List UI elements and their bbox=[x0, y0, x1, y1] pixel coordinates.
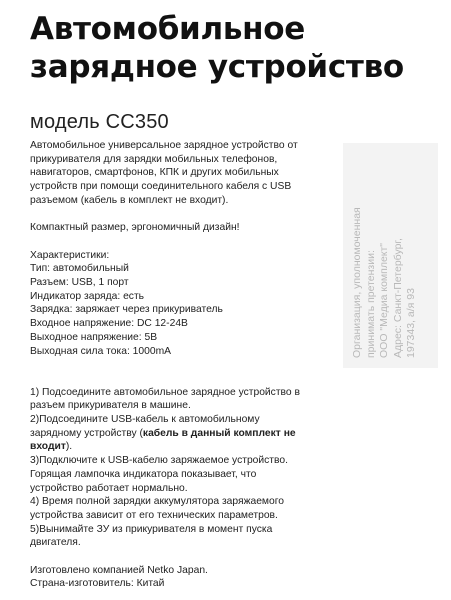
spacer bbox=[30, 358, 330, 372]
instruction-line: Горящая лампочка индикатора показывает, что bbox=[30, 468, 257, 480]
instruction-line: 3)Подключите к USB-кабелю заряжаемое устройство. bbox=[30, 455, 288, 467]
instruction-bold-text: кабель в данный комплект не bbox=[142, 427, 296, 439]
model-label: модель СС350 bbox=[30, 111, 169, 133]
instruction-line: 4) Время полной зарядки аккумулятора заряжаемого bbox=[30, 496, 284, 508]
product-title-line-1: Автомобильное bbox=[30, 11, 306, 47]
spec-item: Зарядка: заряжает через прикуриватель bbox=[30, 304, 223, 316]
claims-organization-panel bbox=[343, 143, 438, 368]
spec-item: Выходное напряжение: 5В bbox=[30, 331, 158, 343]
claims-line: принимать претензии: bbox=[364, 250, 377, 358]
instruction-line: 1) Подсоедините автомобильное зарядное устройство в bbox=[30, 386, 300, 398]
instruction-bold-text: входит bbox=[30, 441, 66, 453]
spec-item: Разъем: USB, 1 порт bbox=[30, 277, 129, 288]
manufacturer-line: Изготовлено компанией Netko Japan. bbox=[30, 564, 208, 576]
specs-header: Характеристики: bbox=[30, 249, 110, 261]
claims-line: Организация, уполномоченная bbox=[351, 207, 363, 358]
claims-organization-text bbox=[351, 148, 419, 358]
tagline: Компактный размер, эргономичный дизайн! bbox=[30, 222, 240, 234]
spacer bbox=[30, 550, 330, 564]
instruction-line bbox=[30, 440, 330, 454]
instruction-text: ). bbox=[65, 441, 73, 453]
instruction-line: двигателя. bbox=[30, 537, 81, 549]
instruction-line: разъем прикуривателя в машине. bbox=[30, 400, 191, 412]
description-line: навигаторов, смартфонов, КПК и других мобильных bbox=[30, 167, 279, 179]
claims-line: ООО "Медиа комплект" bbox=[378, 242, 390, 358]
product-description-body bbox=[30, 139, 330, 591]
description-line: устройств при помощи соединительного кабеля с USB bbox=[30, 181, 292, 193]
claims-line: 197343, а/я 93 bbox=[405, 288, 417, 358]
spacer bbox=[30, 235, 330, 249]
instruction-text: зарядному устройству ( bbox=[30, 427, 143, 439]
description-line: Автомобильное универсальное зарядное устройство от bbox=[30, 140, 298, 151]
claims-line: Адрес: Санкт-Петербург, bbox=[391, 238, 404, 358]
instruction-line: 2)Подсоедините USB-кабель к автомобильному bbox=[30, 414, 260, 425]
spec-item: Индикатор заряда: есть bbox=[30, 290, 145, 302]
spacer bbox=[30, 372, 330, 386]
product-title-line-2: зарядное устройство bbox=[30, 49, 404, 85]
spec-item: Выходная сила тока: 1000mA bbox=[30, 345, 172, 357]
spacer bbox=[30, 208, 330, 222]
instruction-line: устройство работает нормально. bbox=[30, 482, 188, 494]
instruction-line: 5)Вынимайте ЗУ из прикуривателя в момент пуска bbox=[30, 523, 273, 535]
spec-item: Тип: автомобильный bbox=[30, 263, 129, 275]
product-title bbox=[30, 10, 450, 86]
description-line: разъемом (кабель в комплект не входит). bbox=[30, 194, 229, 206]
description-line: прикуривателя для зарядки мобильных телефонов, bbox=[30, 153, 278, 165]
instruction-line: устройства зависит от его технических параметров. bbox=[30, 509, 278, 521]
instruction-line bbox=[30, 427, 330, 441]
country-line: Страна-изготовитель: Китай bbox=[30, 578, 165, 590]
spec-item: Входное напряжение: DC 12-24В bbox=[30, 318, 188, 330]
